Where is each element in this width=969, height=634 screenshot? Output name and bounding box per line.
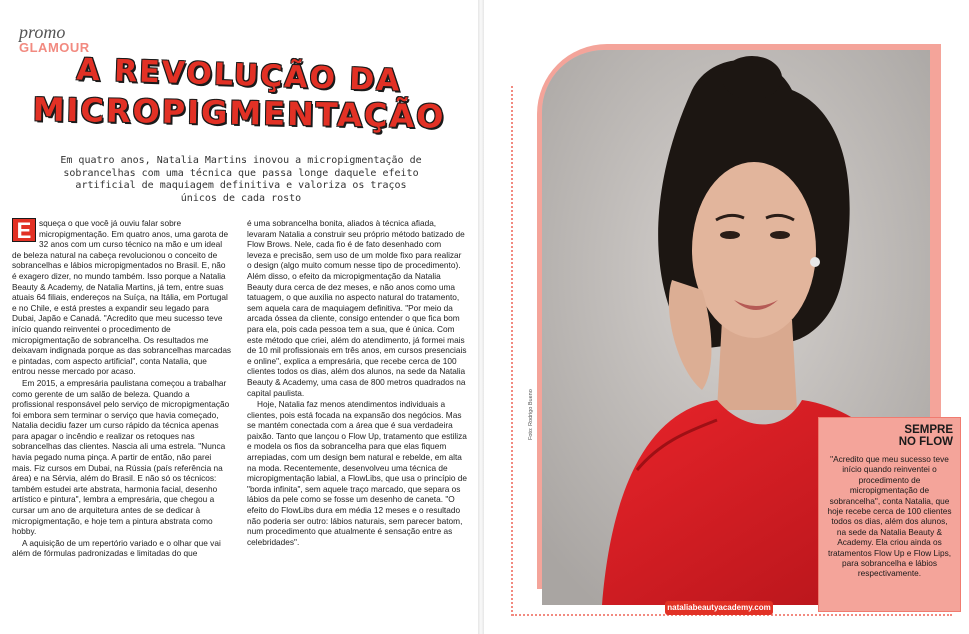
headline-line-2: MICROPIGMENTAÇÃO xyxy=(32,90,446,136)
sidebar-text: "Acredito que meu sucesso teve início quando reinventei o procedimento de micropigmentação de sobrancelha", conta Natalia, que hoje recebe cerca de 100 clientes todos os dias, além dos alunos, na sede da Natalia Beauty & Academy. Ela criou ainda os tratamentos Flow Up e Flow Lips, para sobrancelha e lábios respectivamente. xyxy=(827,454,952,579)
paragraph: é uma sobrancelha bonita, aliados à técnica afiada, levaram Natalia a construir seu próprio método batizado de Flow Brows. Nele, cada fio é de fato desenhado com leveza e precisão, sem uso de um molde fixo para realizar o design (algo muito comum nesse tipo de procedimento). Além disso, o efeito da micropigmentação da Natalia Beauty dura cerca de dez meses, e não anos como uma tatuagem, o que auxilia no aspecto natural do tratamento, sem aquela cara de maquiagem definitiva. "Por meio da arcada óssea da cliente, consigo entender o que fica bom para ela, pois cada pessoa tem a sua, que é única. Com este método que criei, além do atendimento, já formei mais de 10 mil profissionais em três anos, em cursos presenciais e online", explica a empresária, que recebe cerca de 100 clientes todos os dias, além dos alunos, na sede da Natalia Beauty & Academy, uma casa de 800 metros quadrados na capital paulista. xyxy=(247,218,467,398)
dotted-line-decoration xyxy=(511,86,515,616)
left-page xyxy=(0,0,478,634)
paragraph: Em 2015, a empresária paulistana começou a trabalhar como gerente de um salão de beleza. Quando a profissional responsável pelo serviço de micropigmentação foi embora sem terminar o serviço que havia começado, Natalia decidiu fazer um curso rápido da técnica apenas para apagar o incêndio e realizar os retoques nas sobrancelhas das clientes. Nascia ali uma estrela. "Nunca havia pegado numa pinça. A partir de então, não parei mais. Fiz cursos em Dubai, na Rússia (país referência na área) e na Sérvia, além do Brasil. E não só os técnicos: também estudei arte abstrata, harmonia facial, desenho artístico e pintura", lembra a empresária, que chegou a cursar um ano de arquitetura antes de se dedicar à micropigmentação, e hoje tem a pintura abstrata como hobby. xyxy=(12,377,230,537)
paragraph: A aquisição de um repertório variado e o olhar que vai além de fórmulas padronizadas e limitadas do que xyxy=(12,537,221,559)
photo-credit: Foto: Rodrigo Bueno xyxy=(528,389,534,440)
paragraph xyxy=(12,218,232,377)
article-column-1 xyxy=(12,218,232,613)
article-body xyxy=(12,218,467,613)
page-gutter xyxy=(478,0,484,634)
standfirst: Em quatro anos, Natalia Martins inovou a micropigmentação de sobrancelhas com uma técnica que passa longe daquele efeito artificial de maquiagem definitiva e valoriza os traços únicos de cada rosto xyxy=(60,155,422,204)
sidebar-title xyxy=(826,424,953,448)
paragraph: Hoje, Natalia faz menos atendimentos individuais a clientes, pois está focada na expansão dos negócios. Mas se mantém conectada com a área que é sua verdadeira paixão. Tanto que lançou o Flow Up, tratamento que estiliza e modela os fios da sobrancelha para que elas fiquem arrepiadas, com um design bem natural e rebelde, em alta na moda. Recentemente, desenvolveu uma técnica de micropigmentação labial, a FlowLibs, que usa o princípio de "borda infinita", sem aquele traço marcado, que separa os lábios da pele como se fosse um desenho de caneta. "O efeito do FlowLibs dura em média 12 meses e o resultado não poderia ser outro: lábios naturais, sem parecer batom, num procedimento que atualmente é sensação entre as celebridades". xyxy=(247,399,467,547)
website-link[interactable]: nataliabeautyacademy.com xyxy=(665,601,773,615)
paragraph-text: squeça o que você já ouviu falar sobre micropigmentação. Em quatro anos, uma garota de 32 anos com um curso técnico na mão e um ideal de beleza natural na cabeça revolucionou o conceito de sobrancelhas e lábios micropigmentados no Brasil. E, não é exagero dizer, no mundo também. Isso porque a Natalia Beauty & Academy, de Natalia Martins, já tem, entre suas atuais 64 filiais, endereços na Suíça, na Itália, em Portugal e no Chile, e está prestes a expandir seu legado para Dubai, Japão e Canadá. "Acredito que meu sucesso teve início quando reinventei o procedimento de micropigmentação de sobrancelha. Os resultados me deixavam indignada porque as das sobrancelhas marcadas e pintadas, com aspecto artificial", conta Natalia, que entrou nesse mercado por acaso. xyxy=(12,218,232,377)
article-column-2 xyxy=(247,218,467,613)
drop-cap: E xyxy=(12,218,36,242)
headline-line-1: A REVOLUÇÃO DA xyxy=(75,52,403,99)
section-sub: GLAMOUR xyxy=(19,40,90,55)
sidebar-box xyxy=(818,417,961,612)
section-label: promo xyxy=(19,22,66,42)
sidebar-title-line-1: SEMPRE xyxy=(904,424,953,436)
sidebar-title-line-2: NO FLOW xyxy=(898,436,953,448)
